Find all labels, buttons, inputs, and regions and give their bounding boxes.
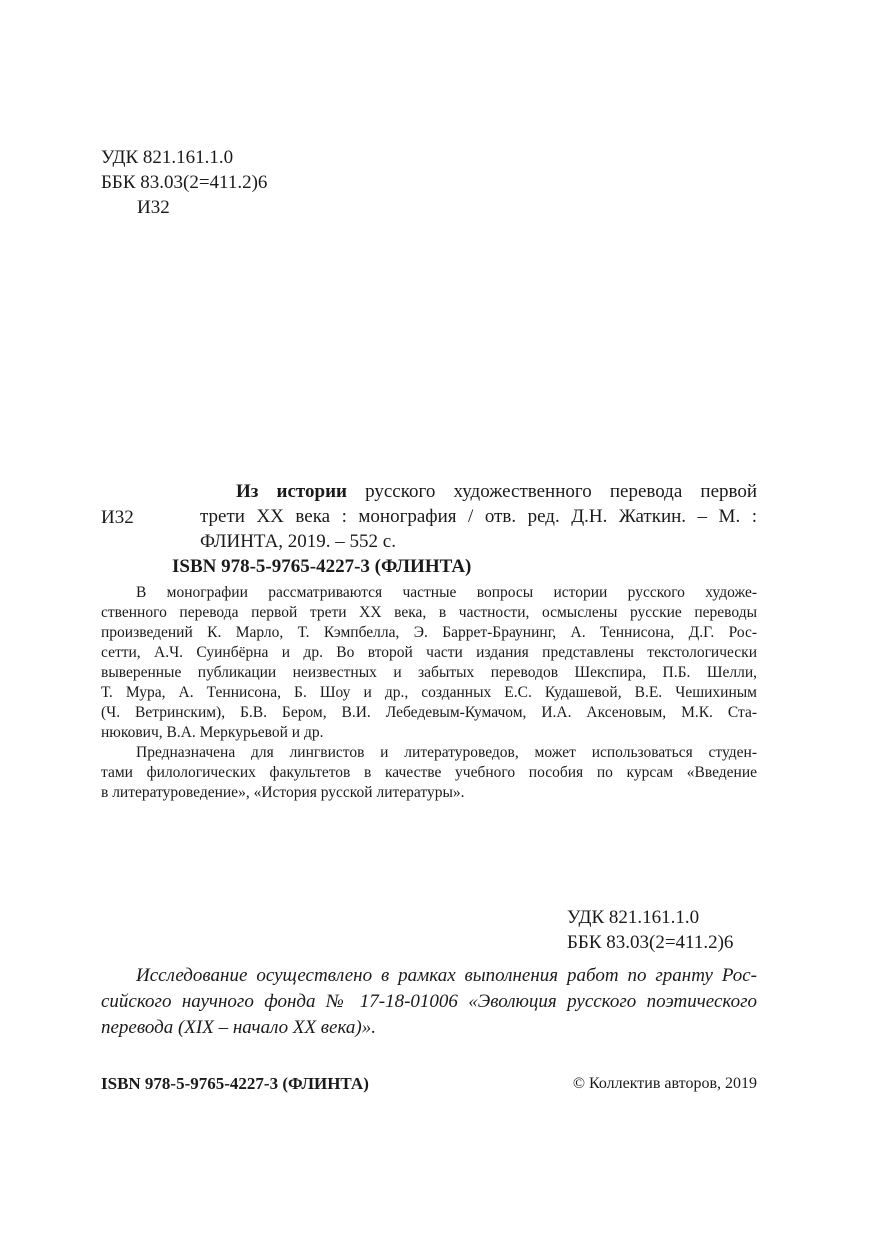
top-udc-code: УДК 821.161.1.0 [101,147,234,168]
annotation-line: нюкович, В.А. Меркурьевой и др. [101,724,324,741]
annotation-line: сетти, А.Ч. Суинбёрна и др. Во второй части издания представлены текстологически [101,644,757,661]
left-author-sign: И32 [101,507,134,528]
annotation-line: Предназначена для лингвистов и литературоведов, может использоваться студен- [136,744,757,761]
title-line-2: трети XX века : монография / отв. ред. Д.Н. Жаткин. – М. : [200,506,757,527]
isbn-main: ISBN 978-5-9765-4227-3 (ФЛИНТА) [172,556,472,577]
title-bold-part: Из истории [236,481,347,502]
annotation-line: (Ч. Ветринским), Б.В. Бером, В.И. Лебедевым-Кумачом, И.А. Аксеновым, М.К. Ста- [101,704,757,721]
title-line-1-rest: русского художественного перевода первой [365,481,758,502]
isbn-footer: ISBN 978-5-9765-4227-3 (ФЛИНТА) [101,1074,369,1093]
grant-note-line: сийского научного фонда № 17-18-01006 «Эволюция русского поэтического [101,991,757,1012]
lower-bbk-code: ББК 83.03(2=411.2)6 [567,932,734,953]
annotation-line: ственного перевода первой трети XX века, в частности, осмыслены русские переводы [101,604,757,621]
title-line-3: ФЛИНТА, 2019. – 552 с. [200,531,396,552]
top-author-sign: И32 [137,197,170,218]
grant-note-line: Исследование осуществлено в рамках выполнения работ по гранту Рос- [136,965,757,986]
grant-note-line: перевода (XIX – начало XX века)». [101,1017,376,1038]
title-line-1 [236,479,757,504]
annotation-line: в литературоведение», «История русской литературы». [101,784,465,801]
annotation-line: Т. Мура, А. Теннисона, Б. Шоу и др., созданных Е.С. Кудашевой, В.Е. Чешихиным [101,684,757,701]
annotation-line [101,583,757,603]
annotation-line: тами филологических факультетов в качестве учебного пособия по курсам «Введение [101,764,757,781]
annotation-line: произведений К. Марло, Т. Кэмпбелла, Э. Баррет-Браунинг, А. Теннисона, Д.Г. Рос- [101,624,757,641]
copyright-notice: © Коллектив авторов, 2019 [572,1075,757,1092]
top-bbk-code: ББК 83.03(2=411.2)6 [101,172,268,193]
annotation-line-text: В монографии рассматриваются частные вопросы истории русского художе- [136,584,757,601]
annotation-line: выверенные публикации неизвестных и забытых переводов Шекспира, П.Б. Шелли, [101,664,757,681]
lower-udc-code: УДК 821.161.1.0 [567,907,700,928]
